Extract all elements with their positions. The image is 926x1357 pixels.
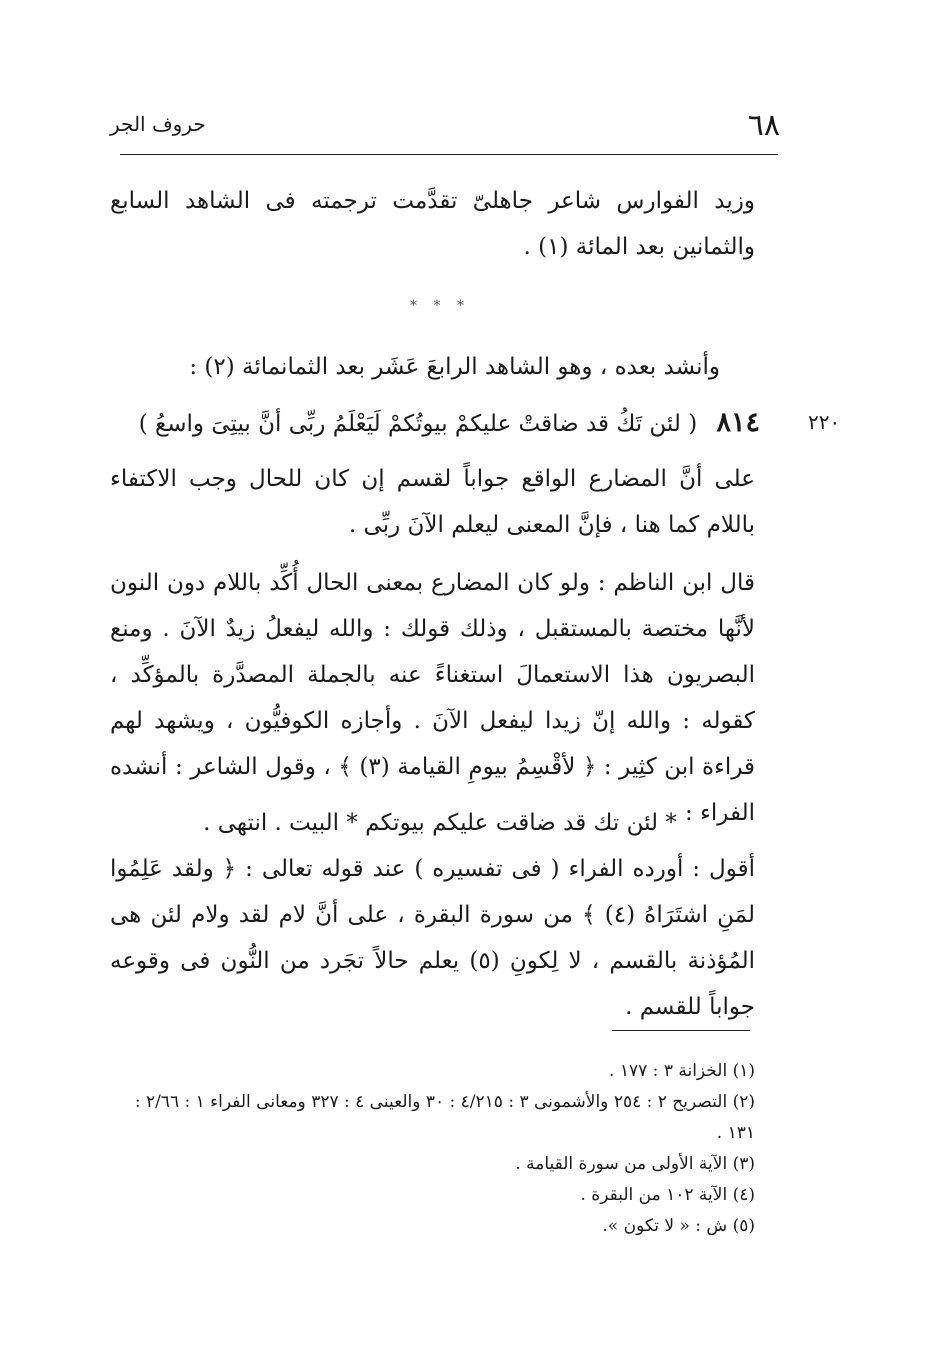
footnotes xyxy=(110,1056,755,1242)
verse-number: ٨١٤ xyxy=(716,407,760,438)
footnote-1: (١) الخزانة ٣ : ١٧٧ . xyxy=(609,1061,755,1081)
margin-number: ٢٢٠ xyxy=(808,410,841,434)
footnote-rule xyxy=(612,1030,750,1031)
paragraph-explanation: على أنَّ المضارع الواقع جواباً لقسم إن كان للحال وجب الاكتفاء باللام كما هنا ، فإنَّ المعنى ليعلم الآنَ ربِّى . xyxy=(110,466,755,538)
page-header xyxy=(110,108,780,148)
header-rule xyxy=(120,154,778,155)
page-number: ٦٨ xyxy=(747,108,780,143)
footnote-2: (٢) التصريح ٢ : ٢٥٤ والأشمونى ٣ : ٤/٢١٥ : ٣٠ والعينى ٤ : ٣٢٧ ومعانى الفراء ١ : ٢/٦٦ : ١٣١ . xyxy=(134,1092,755,1143)
paragraph-author: أقول : أورده الفراء ( فى تفسيره ) عند قوله تعالى : ﴿ ولقد عَلِمُوا لمَنِ اشتَرَاهُ (٤) ﴾ من سورة البقرة ، على أنَّ لام لقد ولام لئن هى المُؤذنة بالقسم ، لا لِكونِ (٥) يعلم حالاً تجَرد من النُّون فى وقوعه جواباً للقسم . xyxy=(110,856,756,1020)
footnote-3: (٣) الآية الأولى من سورة القيامة . xyxy=(515,1154,755,1174)
running-title: حروف الجر xyxy=(110,112,206,136)
paragraph-zayd: وزيد الفوارس شاعر جاهلىّ تقدَّمت ترجمته فى الشاهد السابع والثمانين بعد المائة (١) . xyxy=(110,188,755,260)
verse-intro: وأنشد بعده ، وهو الشاهد الرابعَ عَشَر بعد الثمانمائة (٢) : xyxy=(189,354,720,380)
verse-line xyxy=(110,400,760,446)
paragraph-ibn-nazim: قال ابن الناظم : ولو كان المضارع بمعنى الحال أُكِّد باللام دون النون لأنَّها مختصة بالمستقبل ، وذلك قولك : والله ليفعلُ زيدٌ الآنَ . ومنع البصريون هذا الاستعمالَ استغناءً عنه بالجملة المصدَّرة بالمؤكِّد ، كقوله : والله إنّ زيدا ليفعل الآنَ . وأجازه الكوفيُّون ، ويشهد لهم قراءة ابن كثِير : ﴿ لأقْسِمُ بيومِ القيامة (٣) ﴾ ، وقول الشاعر : أنشده الفراء : xyxy=(110,570,755,826)
quoted-verse: * لئن تك قد ضاقت عليكم بيوتكم * البيت . انتهى . xyxy=(203,810,677,836)
footnote-4: (٤) الآية ١٠٢ من البقرة . xyxy=(580,1185,755,1205)
verse-text: ( لئن تَكُ قد ضاقتْ عليكمْ بيوتُكمْ لَيَعْلَمُ ربِّى أنَّ بيتِىَ واسعُ ) xyxy=(138,411,698,437)
footnote-5: (٥) ش : « لا تكون ». xyxy=(602,1216,755,1236)
section-separator: * * * xyxy=(410,298,470,314)
